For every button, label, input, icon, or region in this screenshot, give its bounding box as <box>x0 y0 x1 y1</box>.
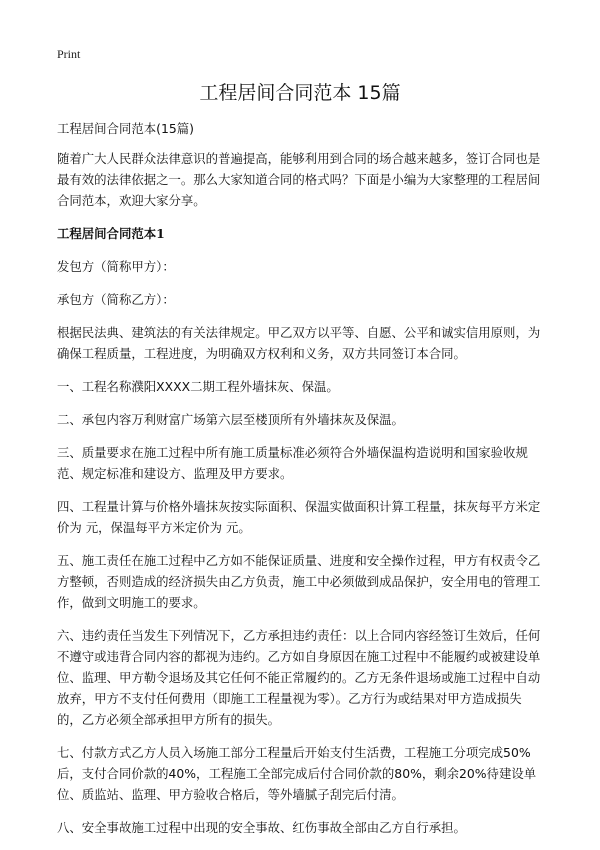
intro-paragraph: 随着广大人民群众法律意识的普遍提高，能够利用到合同的场合越来越多，签订合同也是最有效的法律依据之一。那么大家知道合同的格式吗？下面是小编为大家整理的工程居间合同范本，欢迎大家分享。 <box>57 151 541 208</box>
preamble-paragraph: 根据民法典、建筑法的有关法律规定。甲乙双方以平等、自愿、公平和诚实信用原则，为确保工程质量，工程进度，为明确双方权利和义务，双方共同签订本合同。 <box>57 325 541 361</box>
clause-1: 一、工程名称濮阳XXXX二期工程外墙抹灰、保温。 <box>57 379 339 394</box>
clause-7: 七、付款方式乙方人员入场施工部分工程量后开始支付生活费，工程施工分项完成50%后，支付合同价款的40%，工程施工全部完成后付合同价款的80%，剩余20%待建设单位、质监站、监理、甲方验收合格后，等外墙腻子刮完后付清。 <box>57 745 537 802</box>
print-label: Print <box>57 47 81 61</box>
page-title: 工程居间合同范本 15篇 <box>199 82 401 104</box>
clause-3: 三、质量要求在施工过程中所有施工质量标准必须符合外墙保温构造说明和国家验收规范、规定标准和建设方、监理及甲方要求。 <box>57 445 528 481</box>
clause-6: 六、违约责任当发生下列情况下，乙方承担违约责任：以上合同内容经签订生效后，任何不遵守或违背合同内容的都视为违约。乙方如自身原因在施工过程中不能履约或被建设单位、监理、甲方勒令退场及其它任何不能正常履约的。乙方无条件退场或施工过程中自动放弃，甲方不支付任何费用（即施工工程量视为零）。乙方行为或结果对甲方造成损失的，乙方必须全部承担甲方所有的损失。 <box>57 628 541 727</box>
party-b-line: 承包方（简称乙方）： <box>57 292 175 307</box>
document-subtitle: 工程居间合同范本(15篇) <box>57 121 194 136</box>
party-a-line: 发包方（简称甲方）： <box>57 259 175 274</box>
clause-4: 四、工程量计算与价格外墙抹灰按实际面积、保温实做面积计算工程量，抹灰每平方米定价为 元，保温每平方米定价为 元。 <box>57 499 541 535</box>
section-heading: 工程居间合同范本1 <box>57 226 165 241</box>
clause-2: 二、承包内容万利财富广场第六层至楼顶所有外墙抹灰及保温。 <box>57 412 404 427</box>
clause-5: 五、施工责任在施工过程中乙方如不能保证质量、进度和安全操作过程，甲方有权责令乙方整顿，否则造成的经济损失由乙方负责，施工中必须做到成品保护，安全用电的管理工作，做到文明施工的要求。 <box>57 553 541 610</box>
document-body <box>57 118 545 850</box>
clause-8: 八、安全事故施工过程中出现的安全事故、红伤事故全部由乙方自行承担。 <box>57 820 466 835</box>
